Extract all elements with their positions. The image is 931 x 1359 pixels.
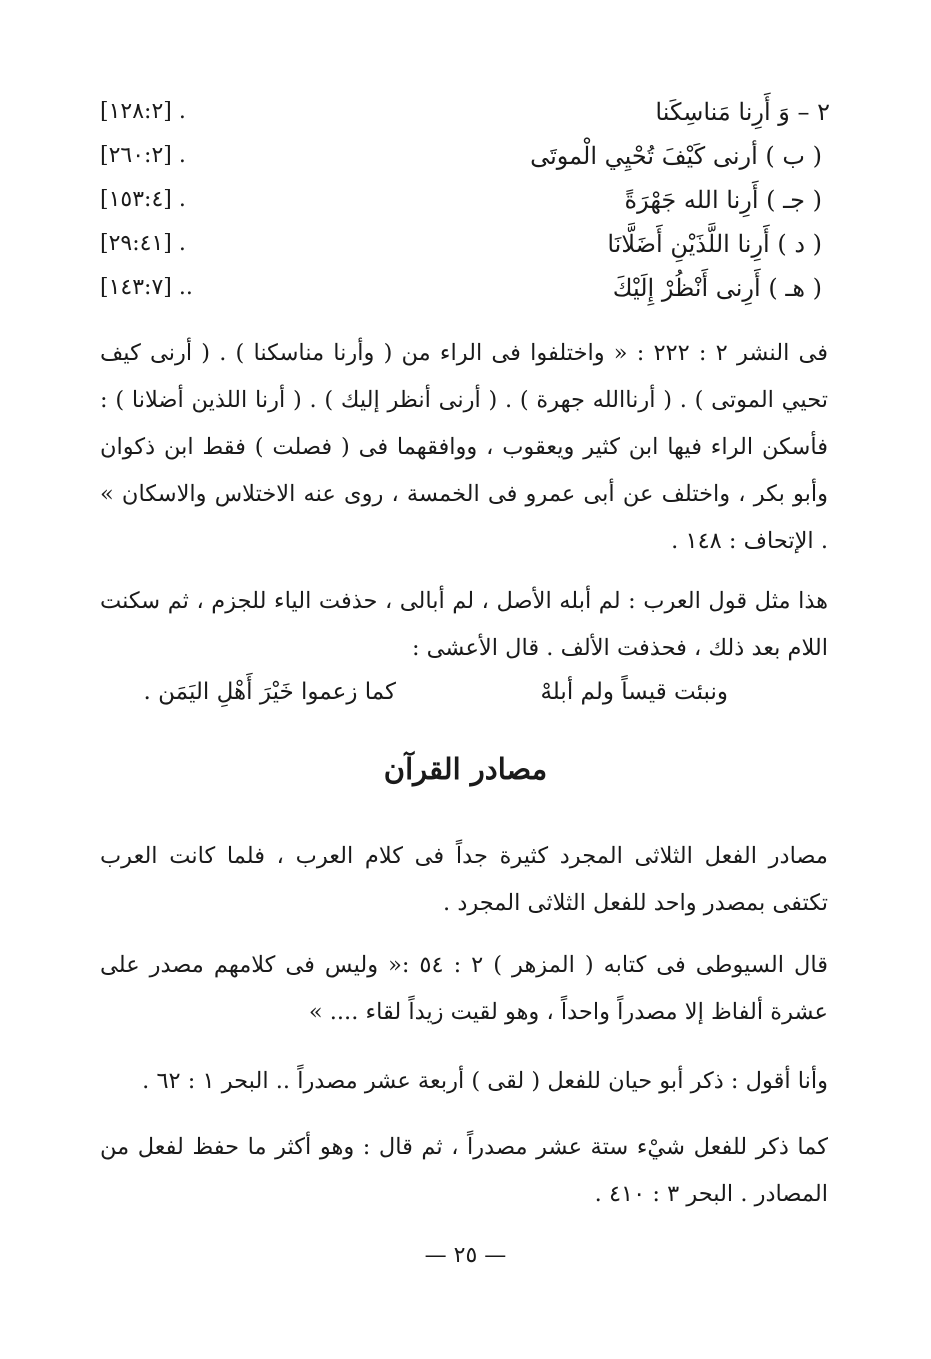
verse-text: ( د ) أَرِنا اللَّذَيْنِ أَضَلَّانَا: [607, 230, 822, 258]
nashr-paragraph: فى النشر ٢ : ٢٢٢ : « واختلفوا فى الراء من ( وأرنا مناسكنا ) . ( أرنى كيف تحيي الموتى ) . ( أرناالله جهرة ) . ( أرنى أنظر إليك ) . ( أرنا اللذين أضلانا ) : فأسكن الراء فيها ابن كثير ويعقوب ، ووافقهما فى ( فصلت ) فقط ابن ذكوان وأبو بكر ، واختلف عن أبى عمرو فى الخمسة ، روى عنه الاختلاس والاسكان » . الإتحاف : ١٤٨ .: [100, 340, 829, 554]
poem-first-hemistich: ونبئت قيساً ولم أبلهْ: [540, 679, 728, 705]
verse-text: ٢ – وَ أَرِنا مَناسِكَنا: [655, 98, 830, 126]
verse-reference: [١٢٨:٢] .: [100, 99, 186, 124]
page-number: — ٢٥ —: [424, 1243, 507, 1268]
poem-second-hemistich: كما زعموا خَيْرَ أَهْلِ اليَمَن .: [143, 679, 396, 705]
masdar-intro-paragraph: مصادر الفعل الثلاثى المجرد كثيرة جداً فى كلام العرب ، فلما كانت العرب تكتفى بمصدر واحد للفعل الثلاثى المجرد .: [100, 843, 828, 916]
poem-verse: [100, 672, 828, 712]
verse-text: ( جـ ) أَرِنا الله جَهْرَةً: [624, 186, 822, 214]
verse-row: [100, 92, 830, 136]
verse-text: ( ب ) أرنى كَيْفَ تُحْيِي الْموتَى: [530, 142, 822, 170]
verse-row: [100, 268, 830, 312]
verse-reference: [٢٩:٤١] .: [100, 231, 186, 256]
arab-saying-paragraph: هذا مثل قول العرب : لم أبله الأصل ، لم أبالى ، حذفت الياء للجزم ، ثم سكنت اللام بعد ذلك ، فحذفت الألف . قال الأعشى :: [100, 588, 829, 661]
verse-reference: [١٤٣:٧] ..: [100, 275, 193, 300]
verse-reference: [١٥٣:٤] .: [100, 187, 186, 212]
suyuti-paragraph: قال السيوطى فى كتابه ( المزهر ) ٢ : ٥٤ :« وليس فى كلامهم مصدر على عشرة ألفاظ إلا مصدراً واحداً ، وهو لقيت زيداً لقاء .... »: [100, 952, 828, 1025]
sixteen-masdars-paragraph: كما ذكر للفعل شيْء ستة عشر مصدراً ، ثم قال : وهو أكثر ما حفظ لفعل من المصادر . البحر ٣ : ٤١٠ .: [100, 1134, 828, 1207]
verse-row: [100, 180, 830, 224]
verse-reference: [٢٦٠:٢] .: [100, 143, 186, 168]
verse-text: ( هـ ) أَرِنى أَنْظُرْ إِلَيْكَ: [612, 274, 822, 302]
abu-hayyan-paragraph: وأنا أقول : ذكر أبو حيان للفعل ( لقى ) أربعة عشر مصدراً .. البحر ١ : ٦٢ .: [142, 1068, 828, 1094]
verse-row: [100, 224, 830, 268]
verse-list: [100, 92, 830, 312]
verse-row: [100, 136, 830, 180]
section-title: مصادر القرآن: [383, 752, 548, 786]
